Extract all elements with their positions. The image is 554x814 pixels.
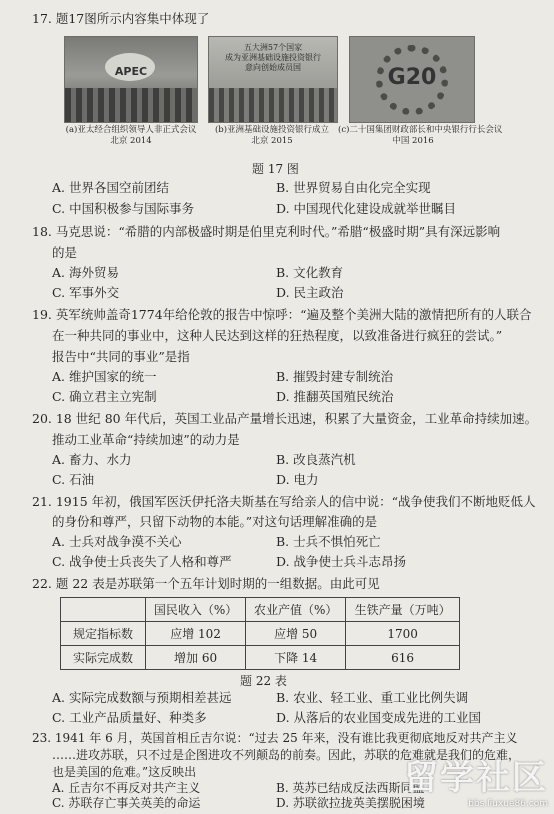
table-cell: 规定指标数 [61,622,146,646]
data-table-22 [60,597,460,670]
photo-b-line-1: 五大洲57个国家 [243,43,303,52]
q19-option-c[interactable]: C. 确立君主立宪制 [52,389,157,404]
q21-option-b[interactable]: B. 士兵不惧怕死亡 [276,534,381,549]
photo-g20 [349,36,475,123]
table-22-label: 题 22 表 [240,674,287,688]
q18-option-b[interactable]: B. 文化教育 [276,265,344,280]
q21-stem-line-2: 的身份和尊严，只留下动物的本能。”对这句话理解准确的是 [52,514,378,529]
watermark [404,750,548,809]
photo-b-line-3: 意向创始成员国 [245,63,301,72]
photo-apec-leaders [64,36,198,123]
q23-stem-line-3: 也是美国的危难。”这反映出 [52,765,197,779]
q18-stem-line-1: 18. 马克思说：“希腊的内部极盛时期是伯里克利时代。”希腊“极盛时期”具有深远影响 [32,224,501,239]
q20-option-b[interactable]: B. 改良蒸汽机 [276,452,356,467]
caption-a-line-1: (a)亚太经合组织领导人非正式会议 [65,125,197,135]
table-cell: 应增 50 [246,622,346,646]
caption-a-line-2: 北京 2014 [110,136,152,146]
q20-stem-line-2: 推动工业革命“持续加速”的动力是 [52,432,240,447]
q22-option-c[interactable]: C. 工业产品质量好、种类多 [52,710,207,725]
q21-option-d[interactable]: D. 战争使士兵斗志昂扬 [276,554,407,569]
table-row [61,646,460,670]
q18-option-a[interactable]: A. 海外贸易 [52,265,119,280]
q17-stem: 17. 题17图所示内容集中体现了 [32,11,210,26]
caption-b-line-1: (b)亚洲基础设施投资银行成立 [214,125,330,135]
q19-stem-line-2: 在一种共同的事业中，这种人民达到这样的狂热程度，以致准备进行疯狂的尝试。” [52,328,503,343]
q23-stem-line-2: ……进攻苏联，只不过是企图进攻不列颠岛的前奏。因此，苏联的危难就是我们的危难， [52,748,521,762]
caption-c-line-1: (c)二十国集团财政部长和中央银行行长会议 [338,125,503,135]
q18-stem-line-2: 的是 [52,245,78,260]
q18-option-d[interactable]: D. 民主政治 [276,285,344,300]
q23-stem-line-1: 23. 1941 年 6 月，英国首相丘吉尔说：“过去 25 年来，没有谁比我更彻底地反对共产主义 [32,731,518,745]
q17-option-a[interactable]: A. 世界各国空前团结 [52,180,169,195]
table-cell: 增加 60 [146,646,246,670]
q20-option-a[interactable]: A. 畜力、水力 [52,452,132,467]
figure-17-label: 题 17 图 [252,162,299,176]
q21-stem-line-1: 21. 1915 年初，俄国军医沃伊托洛夫斯基在写给亲人的信中说：“战争使我们不断地贬低人 [32,494,536,509]
table-cell: 实际完成数 [61,646,146,670]
table-header-row [61,598,460,622]
q22-option-d[interactable]: D. 从落后的农业国变成先进的工业国 [276,710,482,725]
table-cell: 616 [346,646,460,670]
q19-option-a[interactable]: A. 维护国家的统一 [52,369,157,384]
table-cell: 1700 [346,622,460,646]
q19-stem-line-3: 报告中“共同的事业”是指 [52,349,190,364]
q19-option-b[interactable]: B. 摧毁封建专制统治 [276,369,394,384]
q22-stem: 22. 题 22 表是苏联第一个五年计划时期的一组数据。由此可见 [32,576,380,591]
q18-option-c[interactable]: C. 军事外交 [52,285,120,300]
q17-option-c[interactable]: C. 中国积极参与国际事务 [52,201,195,216]
photo-aiib [208,36,338,123]
caption-b [202,125,342,147]
q23-option-c[interactable]: C. 苏联存亡事关英美的命运 [52,796,201,810]
q21-option-c[interactable]: C. 战争使士兵丧失了人格和尊严 [52,554,232,569]
photo-b-line-2: 成为亚洲基础设施投资银行 [225,53,321,62]
table-header-cell [61,598,146,622]
q22-option-b[interactable]: B. 农业、轻工业、重工业比例失调 [276,690,469,705]
q17-option-d[interactable]: D. 中国现代化建设成就举世瞩目 [276,201,457,216]
q20-option-c[interactable]: C. 石油 [52,472,95,487]
q19-stem-line-1: 19. 英军统帅盖奇1774年给伦敦的报告中惊呼：“遍及整个美洲大陆的激情把所有的人联合 [32,307,532,322]
table-cell: 下降 14 [246,646,346,670]
caption-c-line-2: 中国 2016 [392,136,434,146]
table-header-cell: 国民收入（%） [146,598,246,622]
caption-c [338,125,503,147]
caption-b-line-2: 北京 2015 [251,136,293,146]
q21-option-a[interactable]: A. 士兵对战争漠不关心 [52,534,182,549]
photo-c-logo-text: G20 [387,65,437,90]
watermark-url: bbs.liuxue86.com [468,799,548,809]
q23-option-b[interactable]: B. 英苏已结成反法西斯同盟 [276,781,425,795]
photo-a-logo-text: APEC [114,65,148,78]
table-row [61,622,460,646]
q20-stem-line-1: 20. 18 世纪 80 年代后，英国工业品产量增长迅速，积累了大量资金，工业革命持续加速。 [32,411,538,426]
q22-option-a[interactable]: A. 实际完成数额与预期相差甚远 [52,690,232,705]
q17-option-b[interactable]: B. 世界贸易自由化完全实现 [276,180,431,195]
table-cell: 应增 102 [146,622,246,646]
q19-option-d[interactable]: D. 推翻英国殖民统治 [276,389,394,404]
caption-a [56,125,206,147]
table-header-cell: 生铁产量（万吨） [346,598,460,622]
q20-option-d[interactable]: D. 电力 [276,472,319,487]
q23-option-d[interactable]: D. 苏联欲拉拢英美摆脱困境 [276,796,425,810]
table-header-cell: 农业产值（%） [246,598,346,622]
q23-option-a[interactable]: A. 丘吉尔不再反对共产主义 [52,781,201,795]
watermark-brand: 留学社区 [404,758,548,798]
